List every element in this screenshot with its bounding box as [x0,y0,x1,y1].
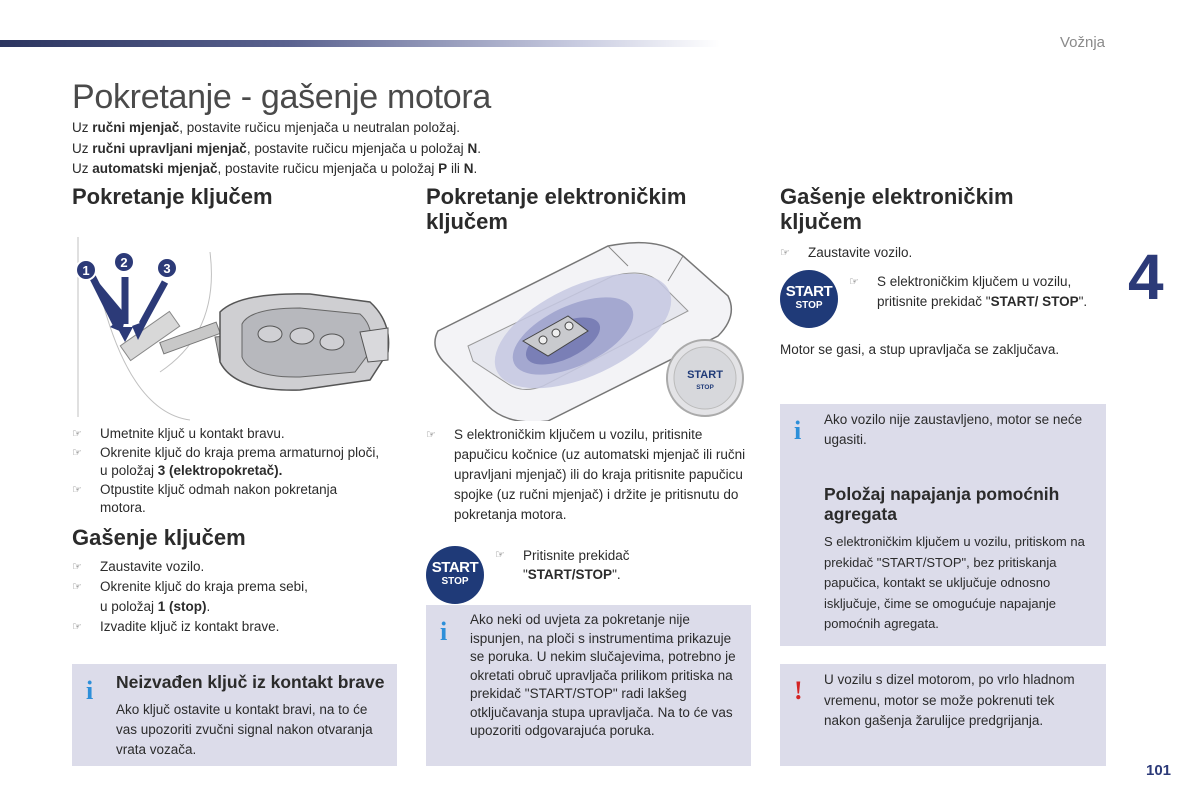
info-box-auxiliary [780,404,1106,646]
pointing-hand-icon: ☞ [72,621,82,633]
heading-stop-with-key: Gašenje ključem [72,525,246,550]
pointing-hand-icon: ☞ [495,549,505,561]
car-electronic-key-illustration [428,236,753,421]
list-item: ☞ S elektroničkim ključem u vozilu, pritisnite prekidač "START/ STOP". [849,274,1088,309]
heading-start-electronic-key: Pokretanje elektroničkim ključem [426,184,687,234]
list-item: ☞ Zaustavite vozilo. [780,244,1100,263]
start-label: START [431,559,479,576]
key-ignition-illustration [70,232,400,422]
start-key-steps [72,425,382,518]
list-item: ☞ Otpustite ključ odmah nakon pokretanja motora. [72,481,338,515]
aux-text: S elektroničkim ključem u vozilu, pritiskom na prekidač "START/STOP", bez pritiskanja papučica, kontakt se uključuje odnosno isključuje, čime se omogućuje napajanje pomoćnih agregata. [824,534,1085,631]
stop-key-steps [72,557,382,637]
heading-stop-electronic-key: Gašenje elektroničkim ključem [780,184,1014,234]
start-stop-button-icon [426,546,484,604]
info-icon: i [794,416,802,445]
stop-label: STOP [696,384,714,391]
stop-electronic-step-1 [780,244,1100,263]
start-electronic-steps [426,425,751,525]
stop-label: STOP [441,576,469,587]
intro-line: Uz ručni mjenjač, postavite ručicu mjenjača u neutralan položaj. [72,120,460,135]
section-label: Vožnja [1059,34,1105,51]
pointing-hand-icon: ☞ [426,429,436,441]
start-label: START [785,283,833,300]
warning-icon: ! [794,676,803,705]
start-stop-button-icon [780,270,838,328]
header-bar [0,40,720,47]
page-number: 101 [1146,762,1172,779]
chapter-number: 4 [1128,241,1164,313]
list-item: ☞ Zaustavite vozilo. [72,557,382,577]
list-item: ☞ Okrenite ključ do kraja prema armaturnoj ploči, u položaj 3 (elektropokretač). [72,444,380,478]
stop-label: STOP [795,300,823,311]
pointing-hand-icon: ☞ [72,446,82,459]
info-icon: i [440,617,448,646]
intro-line: Uz automatski mjenjač, postavite ručicu mjenjača u položaj P ili N. [72,161,478,176]
aux-heading: Položaj napajanja pomoćnih agregata [824,484,1060,524]
warning-box-diesel [780,664,1106,766]
start-label: START [687,369,723,381]
page-title: Pokretanje - gašenje motora [72,78,492,116]
pointing-hand-icon: ☞ [72,581,82,593]
stop-electronic-step-2 [849,272,1104,312]
list-item: ☞ S elektroničkim ključem u vozilu, pritisnite papučicu kočnice (uz automatski mjenjač ili ručni upravljani mjenjač) ili do kraja pritisnite papučicu spojke (uz ručni mjenjač) i držite je pritisnutu do pokretanja motora. [426,427,746,522]
callout-2: 2 [120,255,128,270]
info-icon: i [86,676,94,705]
pointing-hand-icon: ☞ [72,561,82,573]
info-box-text: Ako ključ ostavite u kontakt bravi, na to će vas upozoriti zvučni signal nakon otvaranja vrata vozača. [116,702,373,757]
intro-line: Uz ručni upravljani mjenjač, postavite ručicu mjenjača u položaj N. [72,140,481,156]
pointing-hand-icon: ☞ [72,483,82,496]
list-item: ☞ Umetnite ključ u kontakt bravu. [72,425,382,444]
info-box-text: Ako neki od uvjeta za pokretanje nije ispunjen, na ploči s instrumentima prikazuje se poruka. U nekim slučajevima, potrebno je okretati obruč upravljača prilikom pritiska na prekidač "START/STOP" radi lakšeg otključavanja stupa upravljača. Na to će vas upozoriti odgovarajuća poruka. [470,612,736,738]
press-button-step [495,546,745,584]
info-box-conditions [426,605,751,766]
intro-text [72,118,481,180]
list-item: ☞ Izvadite ključ iz kontakt brave. [72,617,382,637]
engine-stop-result: Motor se gasi, a stup upravljača se zaključava. [780,342,1060,357]
list-item: ☞ Pritisnite prekidač "START/STOP". [495,548,630,582]
info-box-title: Neizvađen ključ iz kontakt brave [116,672,385,692]
pointing-hand-icon: ☞ [849,276,859,288]
callout-1: 1 [82,263,90,278]
info-box-text: Ako vozilo nije zaustavljeno, motor se neće ugasiti. [824,412,1083,447]
info-box-key-left [72,664,397,766]
callout-3: 3 [163,261,171,276]
pointing-hand-icon: ☞ [72,428,82,440]
pointing-hand-icon: ☞ [780,247,790,259]
list-item: ☞ Okrenite ključ do kraja prema sebi, u položaj 1 (stop). [72,579,308,614]
warning-text: U vozilu s dizel motorom, po vrlo hladnom vremenu, motor se može pokrenuti tek nakon gašenja žarulijce predgrijanja. [824,672,1075,728]
heading-start-with-key: Pokretanje ključem [72,184,273,209]
